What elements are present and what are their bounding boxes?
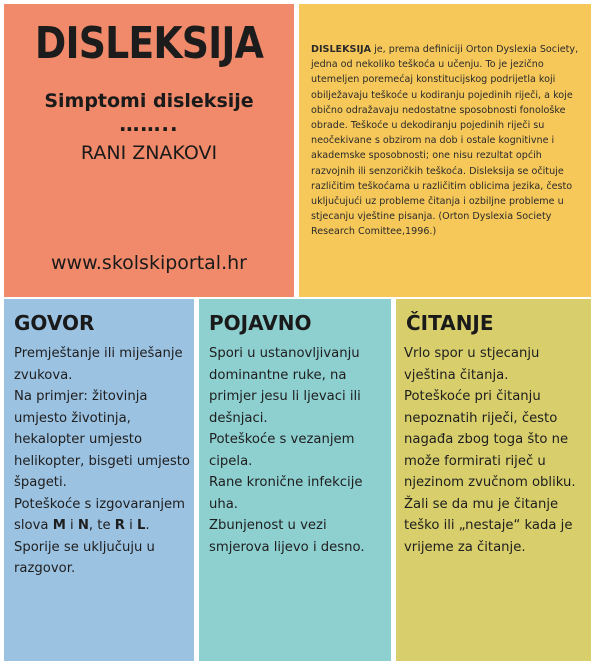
definition-panel [299, 4, 591, 297]
pojavno-item: Poteškoće s vezanjem cipela. [209, 432, 355, 469]
govor-text [14, 343, 192, 580]
definition-lead: DISLEKSIJA [311, 44, 372, 55]
pojavno-item: Spori u ustanovljivanju dominantne ruke, na primjer jesu li ljevaci ili dešnjaci. [209, 346, 361, 426]
citanje-panel [396, 299, 591, 661]
citanje-item: Vrlo spor u stjecanju vještina čitanja. [404, 346, 540, 383]
citanje-heading: ČITANJE [406, 311, 494, 335]
govor-item: Premještanje ili miješanje zvukova. [14, 346, 183, 383]
title-panel [4, 4, 294, 297]
govor-item-text: . [145, 518, 150, 533]
pojavno-item: Zbunjenost u vezi smjerova lijevo i desno. [209, 518, 365, 555]
govor-heading: GOVOR [14, 311, 95, 335]
citanje-text [404, 343, 586, 558]
page-title: DISLEKSIJA [34, 18, 264, 69]
govor-item-text: i [124, 518, 138, 533]
govor-item-text: , te [88, 518, 115, 533]
dots-separator: …….. [119, 112, 179, 136]
pojavno-panel [199, 299, 391, 661]
govor-item-text: i [65, 518, 78, 533]
citanje-item: Poteškoće pri čitanju nepoznatih riječi, često nagađa zbog toga što ne može formirati riječ u njezinom zvučnom obliku. [404, 389, 576, 490]
govor-panel [4, 299, 194, 661]
citanje-item: Žali se da mu je čitanje teško ili „nestaje“ kada je vrijeme za čitanje. [404, 496, 573, 555]
govor-item-text: Poteškoće s izgovaranjem slova [14, 496, 185, 533]
pojavno-text [209, 343, 387, 558]
letter-n: N [77, 518, 89, 533]
govor-item [14, 494, 192, 537]
letter-m: M [52, 518, 66, 533]
letter-l: L [137, 518, 146, 533]
definition-text [311, 42, 583, 240]
subtitle: Simptomi disleksije [44, 90, 254, 112]
govor-item: Na primjer: žitovinja umjesto životinja, hekalopter umjesto helikopter, bisgeti umjesto špageti. [14, 389, 191, 490]
letter-r: R [114, 518, 125, 533]
website-url: www.skolskiportal.hr [51, 252, 247, 274]
govor-item: Sporije se uključuju u razgovor. [14, 539, 155, 576]
early-signs-label: RANI ZNAKOVI [80, 142, 218, 164]
pojavno-item: Rane kronične infekcije uha. [209, 475, 363, 512]
definition-body: je, prema definiciji Orton Dyslexia Society, jedna od nekoliko teškoća u učenju. To je jezično utemeljen poremećaj konstitucijskog podrijetla koji obilježavaju teškoće u kodiranju pojedinih riječi, a koje obično odražavaju nedostatne sposobnosti fonološke obrade. Teškoće u dekodiranju pojedinih riječi su neočekivane s obzirom na dob i ostale kognitivne i akademske sposobnosti; one nisu rezultat općih razvojnih ili senzoričkih teškoća. Disleksija se očituje različitim teškoćama u različitim oblicima jezika, često uključujući uz probleme čitanja i ozbiljne probleme u stjecanju vještine pisanja. (Orton Dyslexia Society Research Comittee,1996.) [311, 44, 579, 238]
pojavno-heading: POJAVNO [209, 311, 312, 335]
